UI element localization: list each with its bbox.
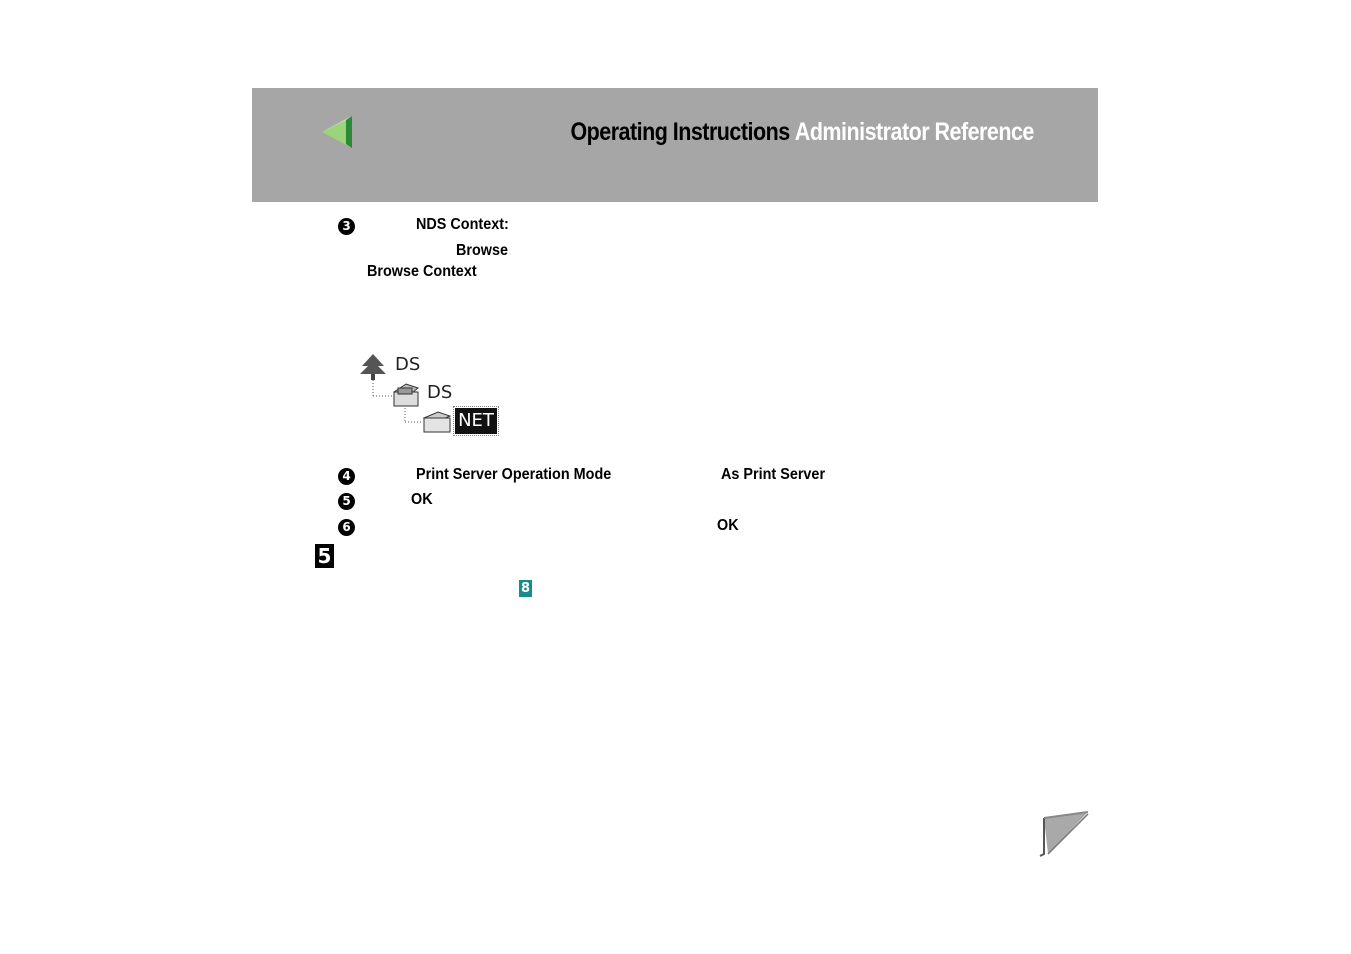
tree-root-icon [360, 354, 386, 380]
next-page-corner-icon[interactable] [1038, 810, 1090, 858]
header-band [252, 88, 1098, 202]
browse-context-label: Browse Context [367, 263, 477, 280]
container-icon [394, 384, 418, 406]
tree-root-label: DS [395, 354, 421, 375]
title-main: Operating Instructions [570, 118, 790, 146]
substep-bullet-4: 4 [338, 468, 355, 485]
nds-tree-illustration [358, 352, 508, 442]
page-reference-link[interactable]: 8 [520, 581, 531, 596]
nds-context-label: NDS Context: [416, 216, 509, 233]
back-arrow-icon[interactable] [320, 114, 354, 150]
print-server-icon [424, 412, 450, 432]
main-step-number: 5 [315, 544, 334, 568]
ok-label-2: OK [717, 517, 739, 534]
substep-bullet-3: 3 [338, 218, 355, 235]
as-print-server-label: As Print Server [721, 466, 826, 483]
tree-child-label: DS [427, 382, 453, 403]
title-sub: Administrator Reference [794, 118, 1034, 146]
browse-label: Browse [456, 242, 509, 259]
tree-leaf-label: NET [455, 408, 497, 434]
ok-label-1: OK [411, 491, 433, 508]
print-server-operation-mode-label: Print Server Operation Mode [416, 466, 612, 483]
substep-bullet-6: 6 [338, 519, 355, 536]
page-title [571, 118, 1034, 147]
substep-bullet-5: 5 [338, 493, 355, 510]
